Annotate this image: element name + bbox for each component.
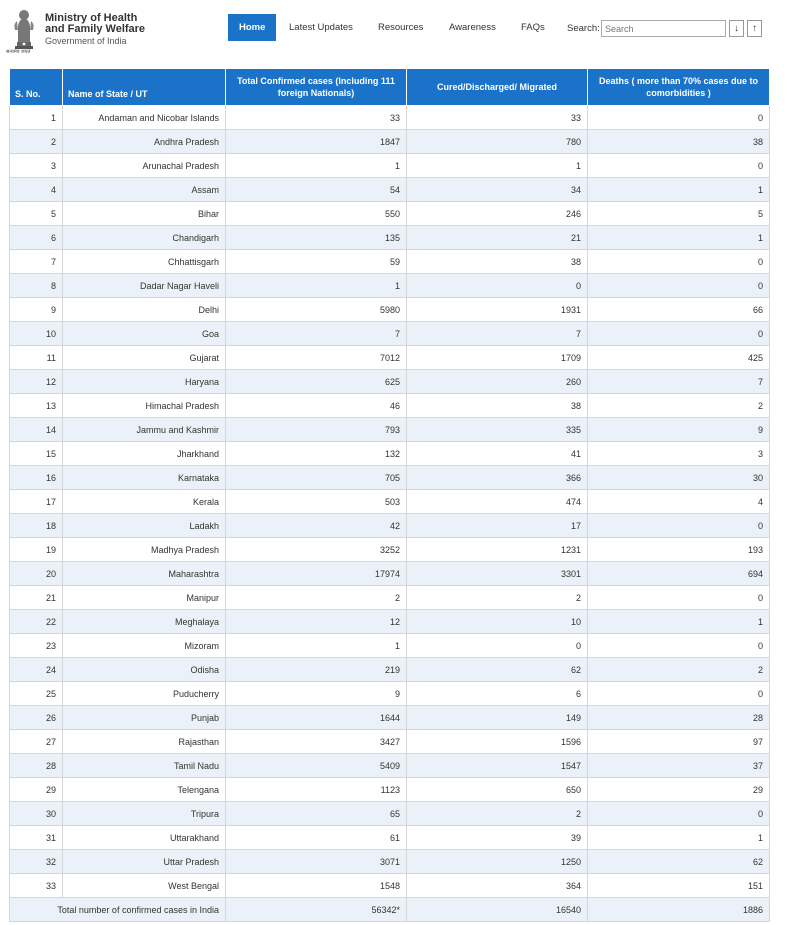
cell-cured: 1250 [407,850,588,874]
cell-state-name: Puducherry [63,682,226,706]
cell-cured: 3301 [407,562,588,586]
cell-confirmed: 1123 [226,778,407,802]
cell-cured: 10 [407,610,588,634]
cell-sno: 31 [10,826,63,850]
cell-state-name: Bihar [63,202,226,226]
cell-sno: 27 [10,730,63,754]
cell-sno: 9 [10,298,63,322]
nav-faqs[interactable]: FAQs [521,22,545,33]
cell-sno: 6 [10,226,63,250]
cell-confirmed: 17974 [226,562,407,586]
cell-cured: 780 [407,130,588,154]
cell-sno: 28 [10,754,63,778]
cell-cured: 335 [407,418,588,442]
table-row [10,346,770,370]
cell-confirmed: 1548 [226,874,407,898]
cell-state-name: Kerala [63,490,226,514]
cell-deaths: 0 [588,682,770,706]
cell-sno: 2 [10,130,63,154]
cell-sno: 14 [10,418,63,442]
cell-sno: 30 [10,802,63,826]
cell-sno: 25 [10,682,63,706]
table-row [10,106,770,130]
table-row [10,130,770,154]
cell-state-name: Delhi [63,298,226,322]
table-total-row [10,898,770,922]
cell-confirmed: 33 [226,106,407,130]
cell-confirmed: 7012 [226,346,407,370]
cell-cured: 2 [407,586,588,610]
header-deaths[interactable]: Deaths ( more than 70% cases due to comorbidities ) [588,69,770,106]
cell-state-name: Maharashtra [63,562,226,586]
cell-state-name: Assam [63,178,226,202]
cell-sno: 19 [10,538,63,562]
table-row [10,562,770,586]
cell-sno: 8 [10,274,63,298]
cell-state-name: Haryana [63,370,226,394]
cell-deaths: 28 [588,706,770,730]
table-row [10,730,770,754]
cell-cured: 38 [407,394,588,418]
table-row [10,850,770,874]
cell-deaths: 7 [588,370,770,394]
cell-deaths: 66 [588,298,770,322]
table-body [10,106,770,922]
cell-cured: 0 [407,274,588,298]
cell-deaths: 4 [588,490,770,514]
brand-title-line1: Ministry of Health [45,12,138,24]
table-row [10,298,770,322]
nav-latest-updates[interactable]: Latest Updates [289,22,353,33]
cell-sno: 1 [10,106,63,130]
cell-state-name: Uttar Pradesh [63,850,226,874]
cell-sno: 15 [10,442,63,466]
cell-sno: 11 [10,346,63,370]
cell-state-name: Dadar Nagar Haveli [63,274,226,298]
cell-sno: 24 [10,658,63,682]
cell-state-name: Uttarakhand [63,826,226,850]
cell-deaths: 9 [588,418,770,442]
cell-deaths: 1 [588,226,770,250]
table-row [10,442,770,466]
cell-state-name: Rajasthan [63,730,226,754]
table-row [10,394,770,418]
cell-sno: 7 [10,250,63,274]
cell-sno: 20 [10,562,63,586]
table-row [10,778,770,802]
cell-cured: 7 [407,322,588,346]
cell-cured: 62 [407,658,588,682]
table-row [10,226,770,250]
cell-cured: 260 [407,370,588,394]
total-cured: 16540 [407,898,588,922]
table-row [10,418,770,442]
cell-state-name: Punjab [63,706,226,730]
cell-sno: 10 [10,322,63,346]
total-confirmed: 56342* [226,898,407,922]
cell-cured: 1547 [407,754,588,778]
table-row [10,250,770,274]
cell-confirmed: 1847 [226,130,407,154]
cell-cured: 38 [407,250,588,274]
cell-cured: 246 [407,202,588,226]
total-label: Total number of confirmed cases in India [10,898,226,922]
cell-deaths: 30 [588,466,770,490]
table-row [10,322,770,346]
cell-deaths: 2 [588,658,770,682]
cell-confirmed: 132 [226,442,407,466]
table-header-row [10,69,770,106]
cell-state-name: Meghalaya [63,610,226,634]
cell-deaths: 0 [588,106,770,130]
cell-state-name: Karnataka [63,466,226,490]
cell-sno: 4 [10,178,63,202]
cell-state-name: Jharkhand [63,442,226,466]
header-state[interactable]: Name of State / UT [63,69,226,106]
cell-deaths: 38 [588,130,770,154]
cell-deaths: 0 [588,154,770,178]
brand-title-line2: and Family Welfare [45,23,146,35]
cell-confirmed: 503 [226,490,407,514]
cell-deaths: 5 [588,202,770,226]
cell-deaths: 151 [588,874,770,898]
cell-deaths: 0 [588,322,770,346]
cell-cured: 149 [407,706,588,730]
total-deaths: 1886 [588,898,770,922]
cell-confirmed: 793 [226,418,407,442]
cell-state-name: Telengana [63,778,226,802]
cell-sno: 13 [10,394,63,418]
cell-sno: 18 [10,514,63,538]
cell-confirmed: 3071 [226,850,407,874]
cell-deaths: 0 [588,250,770,274]
cell-confirmed: 7 [226,322,407,346]
site-header [0,0,787,66]
cell-sno: 16 [10,466,63,490]
cell-deaths: 2 [588,394,770,418]
cell-cured: 474 [407,490,588,514]
brand-subtitle: Government of India [45,36,127,46]
search-label: Search: [567,23,600,34]
cell-confirmed: 5980 [226,298,407,322]
table-row [10,370,770,394]
cell-confirmed: 705 [226,466,407,490]
cell-confirmed: 625 [226,370,407,394]
cell-deaths: 1 [588,178,770,202]
cell-state-name: Mizoram [63,634,226,658]
table-row [10,154,770,178]
cell-deaths: 425 [588,346,770,370]
cell-deaths: 0 [588,634,770,658]
table-row [10,538,770,562]
cell-cured: 41 [407,442,588,466]
cell-confirmed: 42 [226,514,407,538]
cell-confirmed: 550 [226,202,407,226]
cell-confirmed: 12 [226,610,407,634]
cell-deaths: 62 [588,850,770,874]
cell-state-name: Andaman and Nicobar Islands [63,106,226,130]
cell-cured: 1231 [407,538,588,562]
arrow-down-icon[interactable]: ↓ [729,20,744,37]
cell-confirmed: 3252 [226,538,407,562]
table-row [10,202,770,226]
cell-cured: 6 [407,682,588,706]
cell-deaths: 3 [588,442,770,466]
cell-deaths: 193 [588,538,770,562]
cell-confirmed: 1 [226,274,407,298]
cell-deaths: 1 [588,610,770,634]
cell-state-name: Andhra Pradesh [63,130,226,154]
cell-confirmed: 135 [226,226,407,250]
cell-cured: 2 [407,802,588,826]
cell-confirmed: 1644 [226,706,407,730]
table-row [10,490,770,514]
header-cured[interactable]: Cured/Discharged/ Migrated [407,69,588,106]
cell-cured: 17 [407,514,588,538]
state-cases-table [9,68,770,922]
cell-confirmed: 59 [226,250,407,274]
cell-cured: 39 [407,826,588,850]
cell-cured: 650 [407,778,588,802]
cell-cured: 1931 [407,298,588,322]
cell-sno: 22 [10,610,63,634]
table-row [10,586,770,610]
cell-deaths: 0 [588,274,770,298]
cell-sno: 29 [10,778,63,802]
cell-state-name: Tamil Nadu [63,754,226,778]
table-row [10,802,770,826]
cell-confirmed: 61 [226,826,407,850]
emblem-motto: सत्यमेव जयते [6,49,31,55]
cell-state-name: Madhya Pradesh [63,538,226,562]
cell-deaths: 694 [588,562,770,586]
table-row [10,466,770,490]
ministry-brand[interactable] [45,13,145,47]
cell-state-name: Tripura [63,802,226,826]
table-row [10,658,770,682]
table-row [10,514,770,538]
cell-state-name: West Bengal [63,874,226,898]
cell-deaths: 1 [588,826,770,850]
cell-sno: 12 [10,370,63,394]
cell-state-name: Chhattisgarh [63,250,226,274]
cell-deaths: 0 [588,802,770,826]
nav-awareness[interactable]: Awareness [449,22,496,33]
cell-deaths: 37 [588,754,770,778]
table-row [10,754,770,778]
cell-confirmed: 1 [226,154,407,178]
cell-cured: 1 [407,154,588,178]
cell-state-name: Odisha [63,658,226,682]
cell-cured: 1709 [407,346,588,370]
state-cases-table-wrap [9,68,769,922]
cell-confirmed: 46 [226,394,407,418]
nav-resources[interactable]: Resources [378,22,424,33]
cell-deaths: 0 [588,514,770,538]
nav-home[interactable]: Home [228,14,276,41]
cell-cured: 21 [407,226,588,250]
cell-cured: 364 [407,874,588,898]
cell-sno: 23 [10,634,63,658]
search-input[interactable] [601,20,726,37]
cell-cured: 34 [407,178,588,202]
table-row [10,706,770,730]
cell-cured: 366 [407,466,588,490]
cell-confirmed: 9 [226,682,407,706]
cell-cured: 1596 [407,730,588,754]
cell-sno: 3 [10,154,63,178]
cell-state-name: Jammu and Kashmir [63,418,226,442]
table-row [10,826,770,850]
cell-sno: 26 [10,706,63,730]
cell-confirmed: 219 [226,658,407,682]
header-sno[interactable]: S. No. [10,69,63,106]
cell-confirmed: 3427 [226,730,407,754]
arrow-up-icon[interactable]: ↑ [747,20,762,37]
cell-sno: 5 [10,202,63,226]
cell-state-name: Ladakh [63,514,226,538]
cell-state-name: Manipur [63,586,226,610]
cell-state-name: Gujarat [63,346,226,370]
cell-sno: 32 [10,850,63,874]
cell-deaths: 0 [588,586,770,610]
cell-sno: 21 [10,586,63,610]
cell-state-name: Arunachal Pradesh [63,154,226,178]
table-row [10,682,770,706]
cell-confirmed: 5409 [226,754,407,778]
cell-state-name: Himachal Pradesh [63,394,226,418]
cell-sno: 17 [10,490,63,514]
table-row [10,610,770,634]
cell-confirmed: 1 [226,634,407,658]
cell-state-name: Goa [63,322,226,346]
cell-confirmed: 65 [226,802,407,826]
cell-sno: 33 [10,874,63,898]
cell-confirmed: 2 [226,586,407,610]
table-row [10,874,770,898]
cell-state-name: Chandigarh [63,226,226,250]
table-row [10,178,770,202]
table-row [10,634,770,658]
cell-cured: 33 [407,106,588,130]
cell-confirmed: 54 [226,178,407,202]
table-row [10,274,770,298]
cell-deaths: 29 [588,778,770,802]
cell-deaths: 97 [588,730,770,754]
header-confirmed[interactable]: Total Confirmed cases (Including 111 foreign Nationals) [226,69,407,106]
cell-cured: 0 [407,634,588,658]
